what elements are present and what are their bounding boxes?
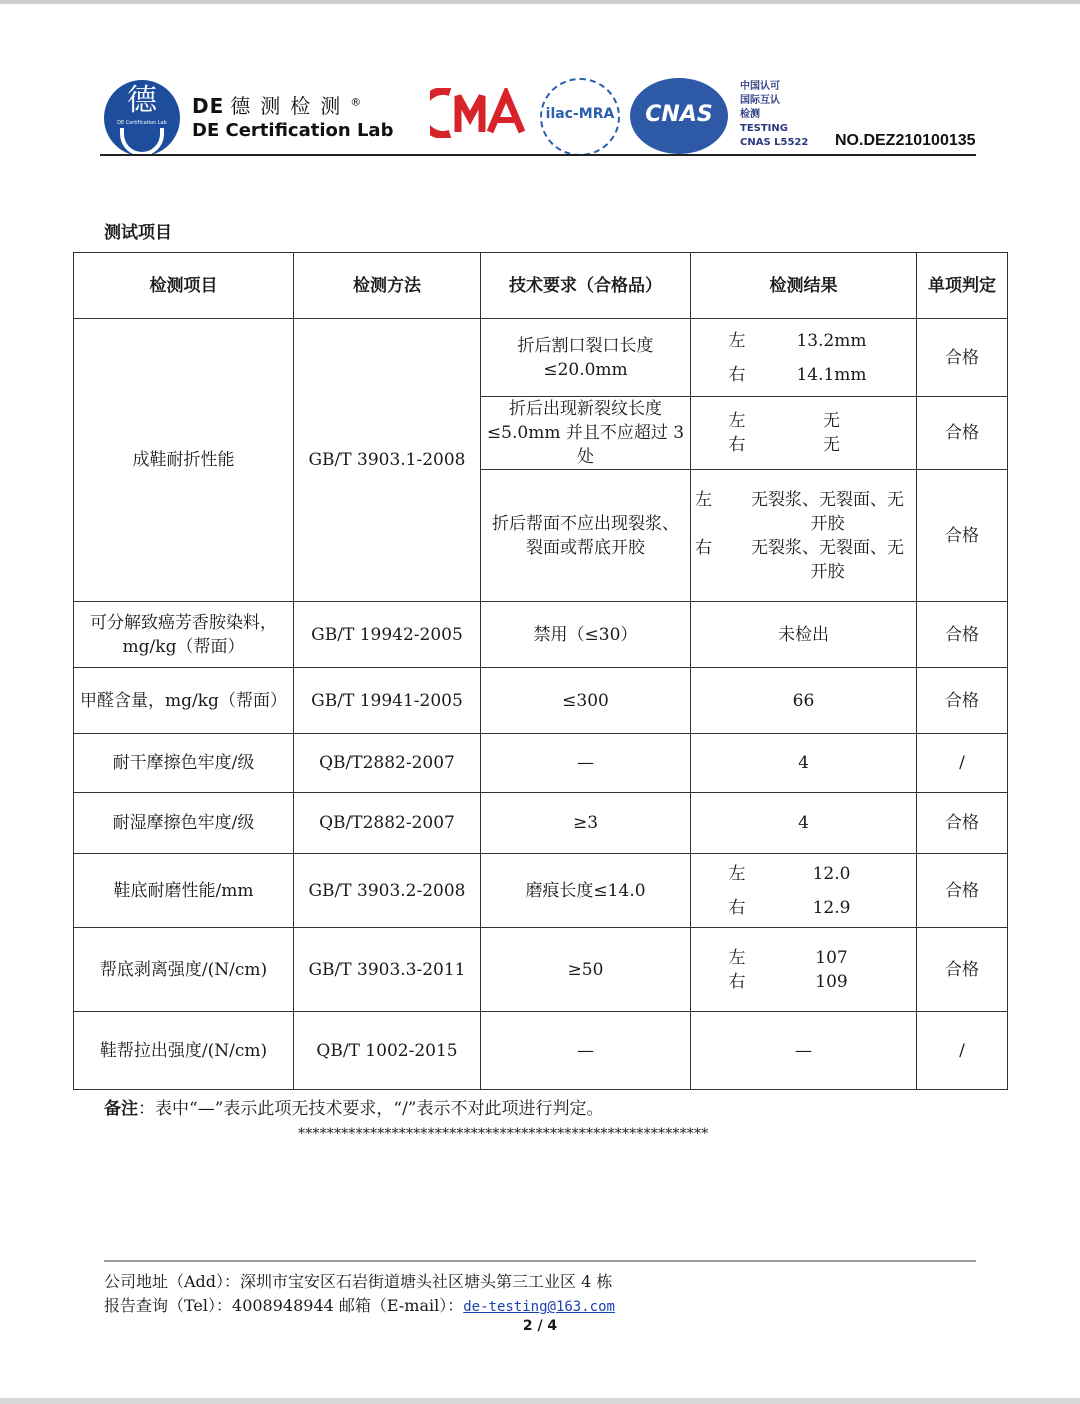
report-header — [100, 78, 980, 158]
requirement-cell: 折后帮面不应出现裂浆、裂面或帮底开胶 — [481, 470, 691, 602]
brand-cn: 德测检测 — [230, 94, 351, 118]
ilac-mra-logo-icon: ilac-MRA — [540, 78, 620, 156]
top-border — [0, 0, 1080, 4]
table-header-row — [74, 253, 1008, 319]
logo-small-text: DE Certification Lab — [117, 120, 167, 126]
remark-note — [104, 1094, 604, 1119]
result-cell: 66 — [691, 668, 917, 734]
table-row — [74, 668, 1008, 734]
verdict-cell: 合格 — [917, 668, 1008, 734]
table-row — [74, 734, 1008, 793]
result-cell: 左 12.0 右 12.9 — [691, 854, 917, 928]
result-cell: 左 107 右 109 — [691, 928, 917, 1012]
brand-de: DE — [192, 94, 225, 118]
header-item: 检测项目 — [74, 253, 294, 319]
result-cell: 未检出 — [691, 602, 917, 668]
item-cell: 可分解致癌芳香胺染料，mg/kg（帮面） — [74, 602, 294, 668]
method-cell: QB/T 1002-2015 — [294, 1012, 481, 1090]
item-cell: 甲醛含量，mg/kg（帮面） — [74, 668, 294, 734]
accreditation-text: 中国认可 国际互认 检测 TESTING CNAS L5522 — [740, 81, 809, 148]
requirement-cell: 折后出现新裂纹长度≤5.0mm 并且不应超过 3 处 — [481, 397, 691, 470]
requirement-cell: ≥3 — [481, 793, 691, 854]
cma-logo-icon — [430, 88, 530, 138]
footer-divider — [104, 1260, 976, 1262]
result-cell: 4 — [691, 734, 917, 793]
result-cell: 4 — [691, 793, 917, 854]
bottom-border — [0, 1398, 1080, 1404]
result-cell: 左 无 右 无 — [691, 397, 917, 470]
item-cell: 耐干摩擦色牢度/级 — [74, 734, 294, 793]
method-cell: QB/T2882-2007 — [294, 793, 481, 854]
header-divider — [100, 154, 976, 156]
table-row — [74, 1012, 1008, 1090]
item-cell: 帮底剥离强度/(N/cm) — [74, 928, 294, 1012]
item-cell: 成鞋耐折性能 — [74, 319, 294, 602]
header-requirement: 技术要求（合格品） — [481, 253, 691, 319]
remark-text: ：表中“—”表示此项无技术要求，“/”表示不对此项进行判定。 — [138, 1099, 604, 1119]
brand-english: DE Certification Lab — [192, 120, 394, 141]
requirement-cell: — — [481, 734, 691, 793]
method-cell: GB/T 3903.3-2011 — [294, 928, 481, 1012]
end-of-table-stars: ********************************************************* — [298, 1126, 709, 1142]
verdict-cell: 合格 — [917, 928, 1008, 1012]
verdict-cell: 合格 — [917, 793, 1008, 854]
requirement-cell: ≥50 — [481, 928, 691, 1012]
header-result: 检测结果 — [691, 253, 917, 319]
verdict-cell: 合格 — [917, 319, 1008, 397]
requirement-cell: 磨痕长度≤14.0 — [481, 854, 691, 928]
page-number: 2 / 4 — [522, 1318, 558, 1334]
contact-line — [104, 1294, 615, 1319]
verdict-cell: 合格 — [917, 854, 1008, 928]
method-cell: GB/T 3903.2-2008 — [294, 854, 481, 928]
footer-contact — [104, 1270, 615, 1319]
requirement-cell: 禁用（≤30） — [481, 602, 691, 668]
verdict-cell: 合格 — [917, 397, 1008, 470]
result-cell: — — [691, 1012, 917, 1090]
verdict-cell: / — [917, 1012, 1008, 1090]
method-cell: GB/T 19942-2005 — [294, 602, 481, 668]
section-title: 测试项目 — [104, 223, 172, 243]
company-address: 公司地址（Add）：深圳市宝安区石岩街道塘头社区塘头第三工业区 4 栋 — [104, 1272, 613, 1291]
registered-mark: ® — [350, 95, 363, 109]
item-cell: 耐湿摩擦色牢度/级 — [74, 793, 294, 854]
de-logo-icon — [104, 80, 180, 156]
table-row — [74, 319, 1008, 397]
remark-label: 备注 — [104, 1099, 138, 1119]
requirement-cell: 折后割口裂口长度≤20.0mm — [481, 319, 691, 397]
verdict-cell: 合格 — [917, 470, 1008, 602]
item-cell: 鞋底耐磨性能/mm — [74, 854, 294, 928]
result-cell: 左 无裂浆、无裂面、无开胶 右 无裂浆、无裂面、无开胶 — [691, 470, 917, 602]
verdict-cell: 合格 — [917, 602, 1008, 668]
table-row — [74, 793, 1008, 854]
method-cell: GB/T 3903.1-2008 — [294, 319, 481, 602]
method-cell: QB/T2882-2007 — [294, 734, 481, 793]
table-row — [74, 854, 1008, 928]
table-row — [74, 602, 1008, 668]
item-cell: 鞋帮拉出强度/(N/cm) — [74, 1012, 294, 1090]
report-number: NO.DEZ210100135 — [835, 132, 976, 149]
header-method: 检测方法 — [294, 253, 481, 319]
email-link[interactable]: de-testing@163.com — [463, 1299, 615, 1315]
cnas-logo-icon: CNAS — [630, 78, 730, 156]
brand-line-1 — [192, 90, 362, 119]
verdict-cell: / — [917, 734, 1008, 793]
table-row — [74, 928, 1008, 1012]
logo-glyph: 德 — [127, 83, 157, 118]
requirement-cell: — — [481, 1012, 691, 1090]
contact-text: 报告查询（Tel）：4008948944 邮箱（E-mail）： — [104, 1296, 464, 1315]
result-cell: 左 13.2mm 右 14.1mm — [691, 319, 917, 397]
header-verdict: 单项判定 — [917, 253, 1008, 319]
method-cell: GB/T 19941-2005 — [294, 668, 481, 734]
requirement-cell: ≤300 — [481, 668, 691, 734]
test-results-table — [73, 252, 1008, 1090]
